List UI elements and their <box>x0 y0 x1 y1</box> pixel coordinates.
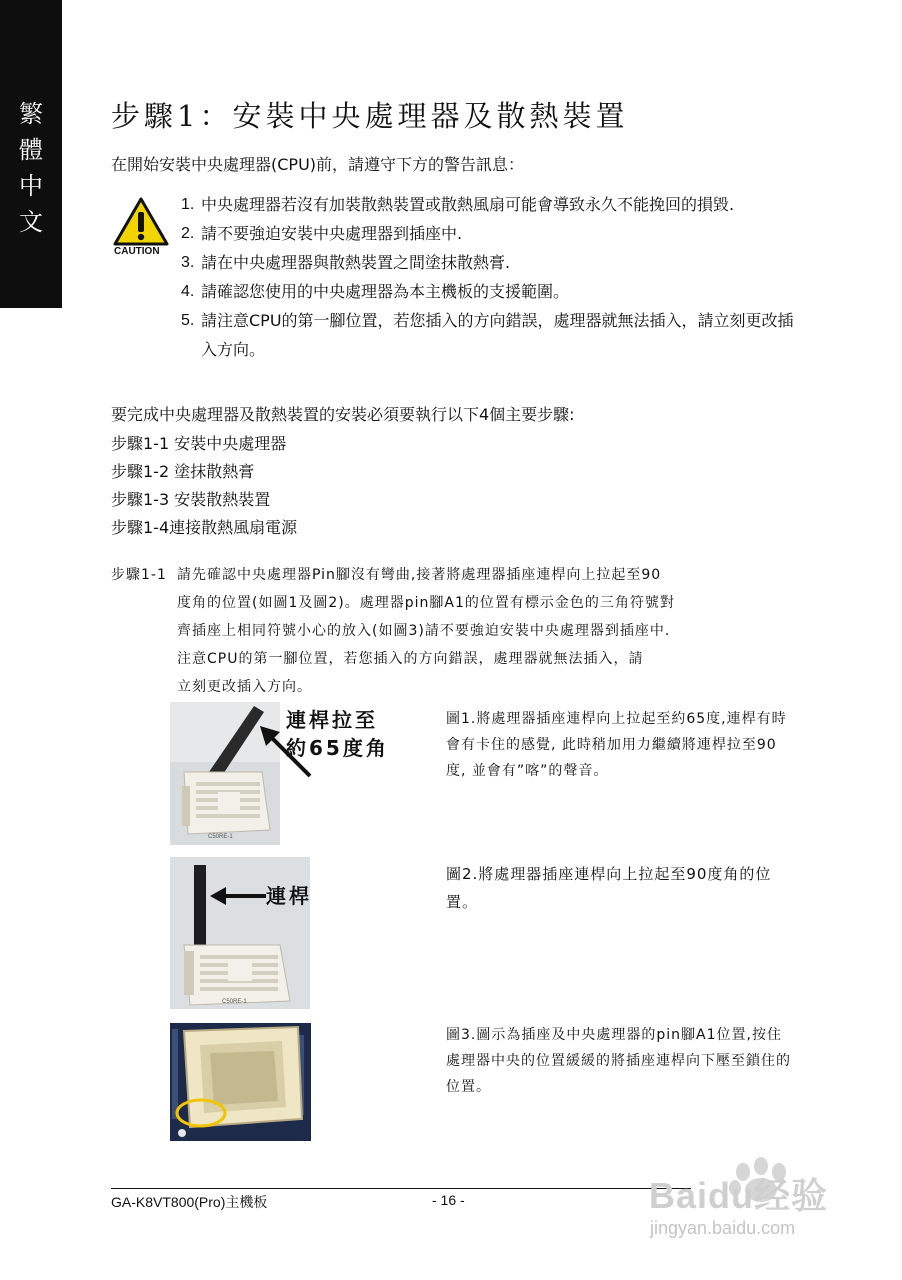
callout-line: 約65度角 <box>286 736 389 760</box>
figure-2-caption: 圖2.將處理器插座連桿向上拉起至90度角的位置。 <box>446 865 772 911</box>
warning-item <box>181 248 801 277</box>
steps-intro: 要完成中央處理器及散熱裝置的安裝必須要執行以下4個主要步驟: <box>111 405 575 424</box>
step-detail-line: 注意CPU的第一腳位置，若您插入的方向錯誤，處理器就無法插入，請 <box>177 651 644 667</box>
step-detail-line: 度角的位置(如圖1及圖2)。處理器pin腳A1的位置有標示金色的三角符號對 <box>177 595 675 611</box>
callout-line: 連桿 <box>266 884 312 908</box>
intro-text: 在開始安裝中央處理器(CPU)前，請遵守下方的警告訊息： <box>111 155 525 174</box>
step-detail-heading: 步驟1-1 <box>111 567 167 583</box>
step-detail-first-line: 請先確認中央處理器Pin腳沒有彎曲,接著將處理器插座連桿向上拉起至90 <box>177 567 662 583</box>
figure-1-callout <box>286 706 389 762</box>
figure-3-caption: 圖3.圖示為插座及中央處理器的pin腳A1位置,按住處理器中央的位置緩緩的將插座連桿向下壓至鎖住的位置。 <box>446 1027 791 1095</box>
language-side-tab <box>0 0 62 308</box>
socket-mark: C50RE-1 <box>208 834 233 840</box>
steps-list <box>111 430 297 542</box>
step-item: 步驟1-1 安裝中央處理器 <box>111 434 287 453</box>
warning-number: 1. <box>181 196 195 213</box>
side-tab-char: 中 <box>19 172 43 200</box>
warning-item <box>181 306 801 364</box>
warning-text: 中央處理器若沒有加裝散熱裝置或散熱風扇可能會導致永久不能挽回的損毀. <box>201 195 735 214</box>
page-title: 步驟1：安裝中央處理器及散熱裝置 <box>111 99 629 133</box>
cpu-in-socket-photo <box>170 1023 311 1141</box>
step-item: 步驟1-2 塗抹散熱膏 <box>111 462 255 481</box>
socket-mark: C50RE-1 <box>222 999 247 1005</box>
warning-text: 請不要強迫安裝中央處理器到插座中. <box>201 224 463 243</box>
side-tab-char: 繁 <box>19 100 43 128</box>
step-detail-line: 齊插座上相同符號小心的放入(如圖3)請不要強迫安裝中央處理器到插座中. <box>177 623 671 639</box>
step-item: 步驟1-3 安裝散熱裝置 <box>111 490 271 509</box>
figure-1-caption: 圖1.將處理器插座連桿向上拉起至約65度,連桿有時會有卡住的感覺, 此時稍加用力繼續將連桿拉至90度, 並會有”喀”的聲音。 <box>446 711 787 779</box>
warning-list <box>181 190 801 364</box>
step-detail-lines <box>111 589 801 701</box>
step-detail-line: 立刻更改插入方向。 <box>177 679 312 695</box>
warning-number: 4. <box>181 283 195 300</box>
footer-rule <box>111 1188 691 1189</box>
side-tab-char: 文 <box>19 208 43 236</box>
warning-text: 請在中央處理器與散熱裝置之間塗抹散熱膏. <box>201 253 511 272</box>
step-item: 步驟1-4連接散熱風扇電源 <box>111 518 298 537</box>
arrow-left-icon <box>210 886 266 906</box>
warning-text: 請確認您使用的中央處理器為本主機板的支援範圍。 <box>201 282 570 301</box>
warning-text: 請注意CPU的第一腳位置，若您插入的方向錯誤，處理器就無法插入，請立刻更改插入方向。 <box>201 311 794 359</box>
watermark-url: jingyan.baidu.com <box>650 1218 796 1238</box>
warning-item <box>181 190 801 219</box>
warning-item <box>181 277 801 306</box>
warning-number: 2. <box>181 225 195 242</box>
callout-line: 連桿拉至 <box>286 708 378 732</box>
footer-model: GA-K8VT800(Pro)主機板 <box>111 1194 268 1210</box>
step-1-1-detail <box>111 561 801 701</box>
socket-lever-90-photo <box>170 857 310 1009</box>
figure-2-callout <box>266 882 312 910</box>
caution-label: CAUTION <box>114 246 160 257</box>
warning-number: 3. <box>181 254 195 271</box>
side-tab-char: 體 <box>19 136 43 164</box>
page-number: - 16 - <box>432 1192 465 1208</box>
watermark-brand: Baidu经验 <box>649 1175 829 1216</box>
warning-item <box>181 219 801 248</box>
warning-number: 5. <box>181 312 195 329</box>
